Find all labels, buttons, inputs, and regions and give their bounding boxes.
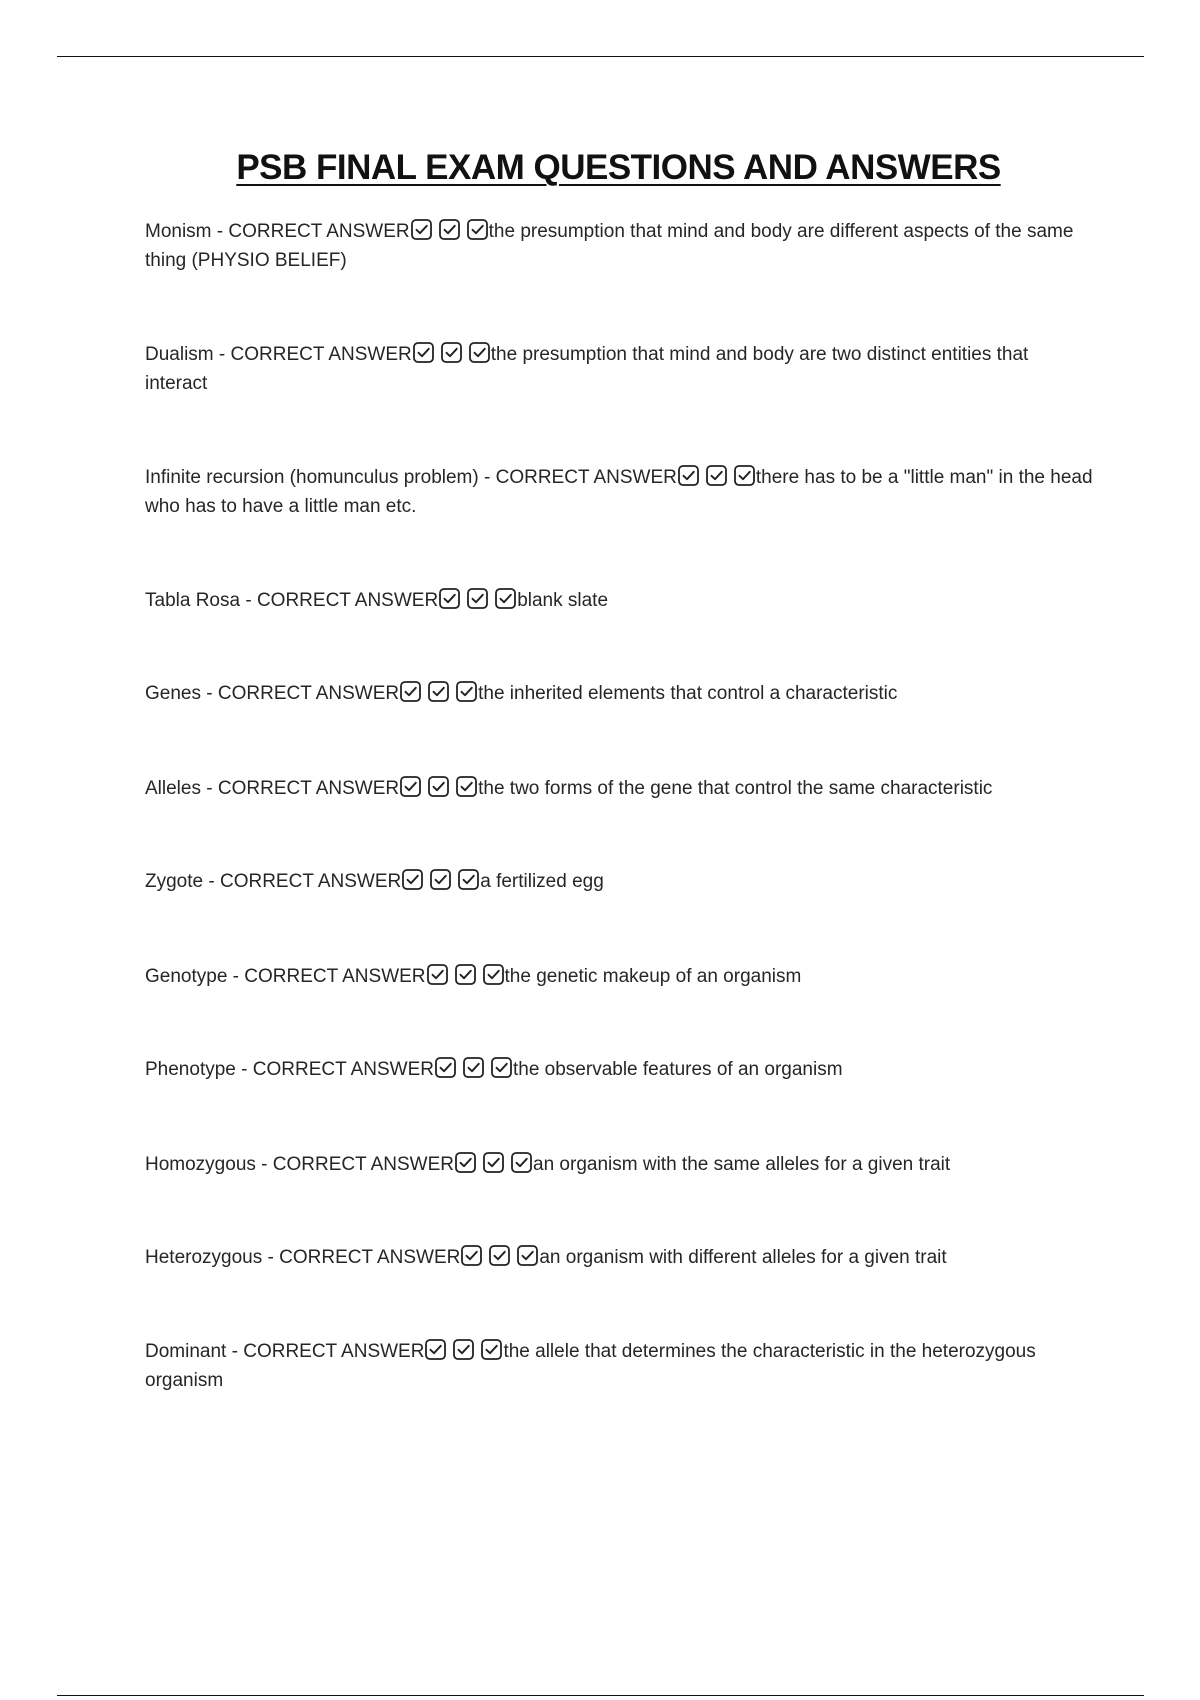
checked-box-icon <box>411 219 432 240</box>
checked-box-icon <box>467 219 488 240</box>
qa-entry-dualism <box>145 340 1095 398</box>
qa-entry-dominant <box>145 1337 1095 1395</box>
checked-box-icon <box>481 1339 502 1360</box>
qa-entry-monism <box>145 217 1095 275</box>
checked-box-icon <box>469 342 490 363</box>
term: Tabla Rosa <box>145 590 241 611</box>
separator: - <box>262 1247 280 1268</box>
qa-entry-zygote <box>145 867 1095 896</box>
checked-box-icon <box>455 1152 476 1173</box>
answer-marker: CORRECT ANSWER <box>217 683 400 704</box>
checked-box-icon <box>489 1245 510 1266</box>
checked-box-icon <box>517 1245 538 1266</box>
qa-entry-heterozygous <box>145 1243 1095 1272</box>
checked-box-icon <box>453 1339 474 1360</box>
checked-box-icon <box>511 1152 532 1173</box>
checked-box-icon <box>461 1245 482 1266</box>
checked-box-icon <box>439 219 460 240</box>
checked-box-icon <box>491 1057 512 1078</box>
answer: the genetic makeup of an organism <box>504 966 802 987</box>
check-group <box>402 869 479 890</box>
checked-box-icon <box>495 588 516 609</box>
checked-box-icon <box>463 1057 484 1078</box>
check-group <box>411 219 488 240</box>
check-group <box>678 465 755 486</box>
checked-box-icon <box>455 964 476 985</box>
checked-box-icon <box>413 342 434 363</box>
top-divider <box>57 56 1144 57</box>
answer-marker: CORRECT ANSWER <box>243 1341 425 1362</box>
checked-box-icon <box>467 588 488 609</box>
checked-box-icon <box>427 964 448 985</box>
answer: a fertilized egg <box>480 871 604 892</box>
checked-box-icon <box>425 1339 446 1360</box>
answer: the two forms of the gene that control the same characteristic <box>478 778 993 799</box>
check-group <box>455 1152 532 1173</box>
check-group <box>427 964 504 985</box>
qa-entry-genes <box>145 679 1095 708</box>
qa-entry-phenotype <box>145 1055 1095 1084</box>
check-group <box>400 776 477 797</box>
checked-box-icon <box>400 776 421 797</box>
answer-marker: CORRECT ANSWER <box>228 221 410 242</box>
answer: the presumption that mind and body are two distinct entities that interact <box>145 344 1029 394</box>
term: Phenotype <box>145 1059 236 1080</box>
term: Infinite recursion (homunculus problem) <box>145 467 479 488</box>
answer: the allele that determines the characteristic in the heterozygous organism <box>145 1341 1036 1391</box>
term: Genes <box>145 683 201 704</box>
answer: the presumption that mind and body are different aspects of the same thing (PHYSIO BELIEF) <box>145 221 1074 271</box>
answer: there has to be a "little man" in the head who has to have a little man etc. <box>145 467 1093 517</box>
checked-box-icon <box>441 342 462 363</box>
check-group <box>413 342 490 363</box>
answer-marker: CORRECT ANSWER <box>495 467 677 488</box>
qa-entry-genotype <box>145 962 1095 991</box>
qa-entry-infinite-recursion <box>145 463 1095 521</box>
separator: - <box>240 590 257 611</box>
answer: blank slate <box>517 590 609 611</box>
separator: - <box>478 467 496 488</box>
answer: an organism with the same alleles for a given trait <box>533 1154 951 1175</box>
check-group <box>425 1339 502 1360</box>
term: Homozygous <box>145 1154 256 1175</box>
separator: - <box>235 1059 253 1080</box>
check-group <box>435 1057 512 1078</box>
term: Heterozygous <box>145 1247 263 1268</box>
answer-marker: CORRECT ANSWER <box>252 1059 434 1080</box>
qa-entry-alleles <box>145 774 1095 803</box>
answer-marker: CORRECT ANSWER <box>219 871 402 892</box>
checked-box-icon <box>678 465 699 486</box>
separator: - <box>203 871 220 892</box>
separator: - <box>200 778 218 799</box>
checked-box-icon <box>402 869 423 890</box>
checked-box-icon <box>706 465 727 486</box>
answer-marker: CORRECT ANSWER <box>279 1247 461 1268</box>
answer: the observable features of an organism <box>512 1059 843 1080</box>
check-group <box>461 1245 538 1266</box>
answer-marker: CORRECT ANSWER <box>272 1154 455 1175</box>
checked-box-icon <box>734 465 755 486</box>
checked-box-icon <box>483 1152 504 1173</box>
page-title <box>0 148 1200 188</box>
checked-box-icon <box>428 776 449 797</box>
checked-box-icon <box>456 681 477 702</box>
separator: - <box>200 683 218 704</box>
checked-box-icon <box>435 1057 456 1078</box>
answer: an organism with different alleles for a given trait <box>539 1247 947 1268</box>
checked-box-icon <box>439 588 460 609</box>
checked-box-icon <box>483 964 504 985</box>
answer-marker: CORRECT ANSWER <box>244 966 426 987</box>
separator: - <box>226 1341 244 1362</box>
checked-box-icon <box>430 869 451 890</box>
checked-box-icon <box>456 776 477 797</box>
checked-box-icon <box>428 681 449 702</box>
checked-box-icon <box>400 681 421 702</box>
qa-entry-tabla-rosa <box>145 586 1095 615</box>
separator: - <box>227 966 245 987</box>
separator: - <box>213 344 231 365</box>
check-group <box>400 681 477 702</box>
answer-marker: CORRECT ANSWER <box>217 778 400 799</box>
term: Dominant <box>145 1341 227 1362</box>
page-title-text: PSB FINAL EXAM QUESTIONS AND ANSWERS <box>236 148 1001 187</box>
separator: - <box>211 221 229 242</box>
term: Dualism <box>145 344 214 365</box>
answer-marker: CORRECT ANSWER <box>256 590 439 611</box>
qa-entry-homozygous <box>145 1150 1095 1179</box>
check-group <box>439 588 516 609</box>
checked-box-icon <box>458 869 479 890</box>
term: Zygote <box>145 871 204 892</box>
answer: the inherited elements that control a characteristic <box>478 683 898 704</box>
term: Alleles <box>145 778 201 799</box>
bottom-divider <box>57 1695 1144 1696</box>
answer-marker: CORRECT ANSWER <box>230 344 412 365</box>
separator: - <box>255 1154 273 1175</box>
term: Genotype <box>145 966 228 987</box>
term: Monism <box>145 221 212 242</box>
